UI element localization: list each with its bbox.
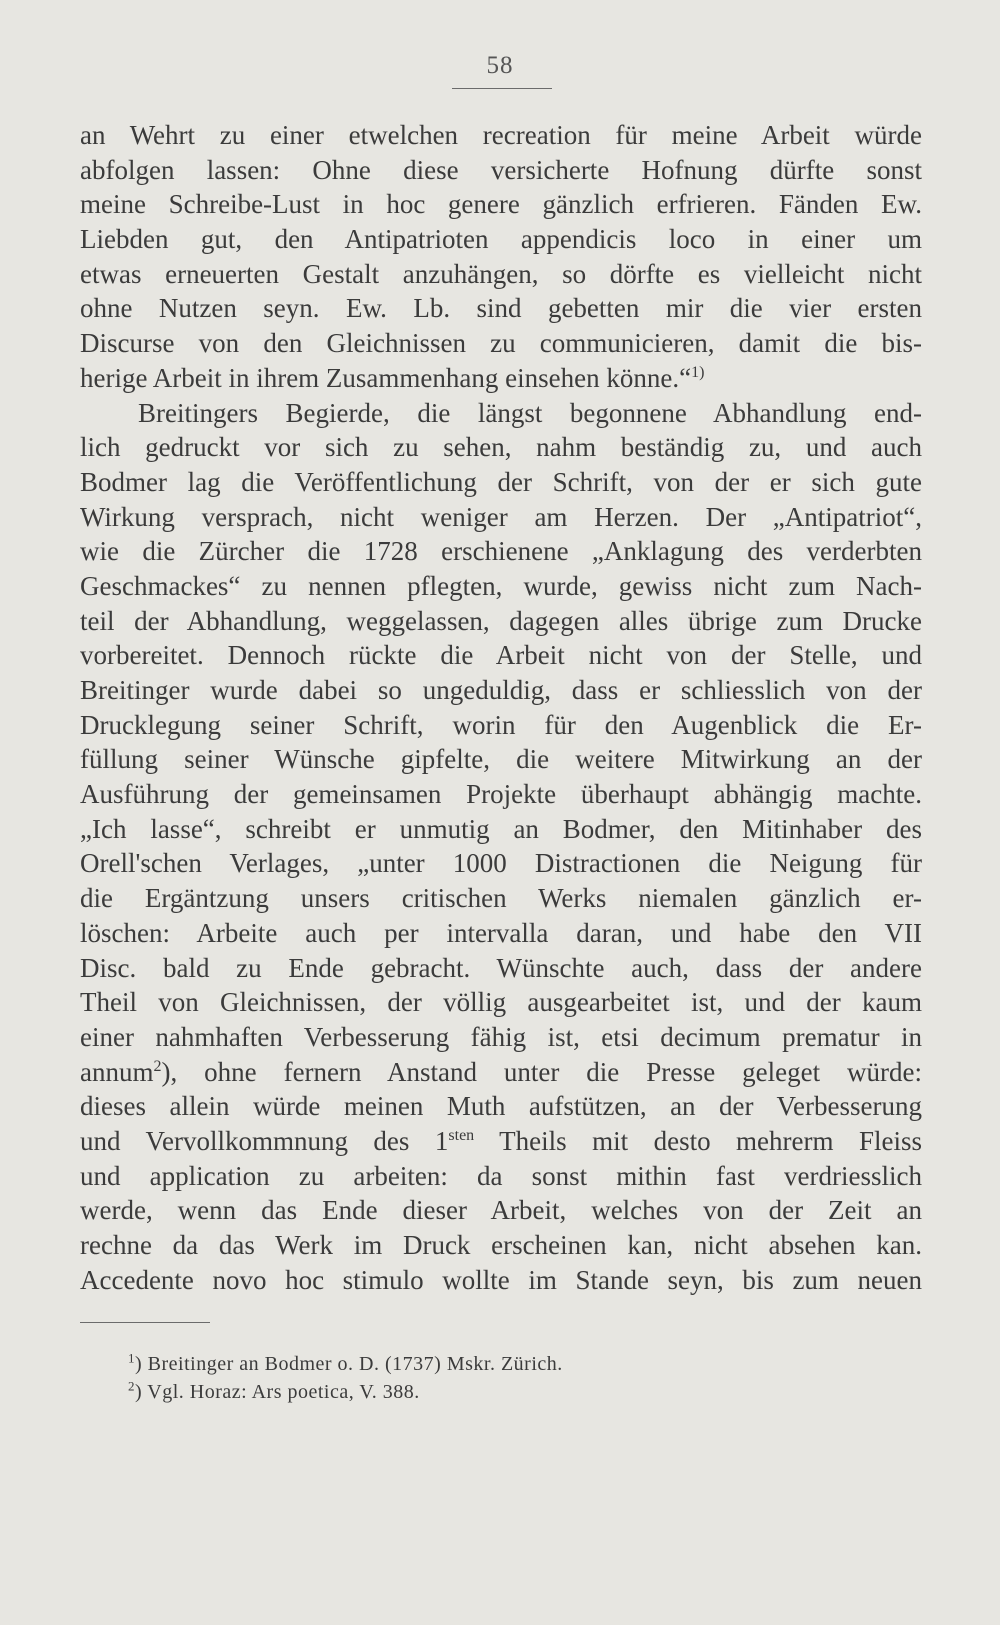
text-line: füllung seiner Wünsche gipfelte, die weitere Mitwirkung an der (80, 744, 922, 775)
footnote-rule (80, 1322, 210, 1323)
text-line: Theil von Gleichnissen, der völlig ausgearbeitet ist, und der kaum (80, 987, 922, 1018)
text-line: Geschmackes“ zu nennen pflegten, wurde, gewiss nicht zum Nach- (80, 570, 922, 601)
superscript: sten (448, 1126, 475, 1144)
text-line: Discurse von den Gleichnissen zu communicieren, damit die bis- (80, 328, 922, 359)
footnote (128, 1350, 888, 1378)
text-line: ohne Nutzen seyn. Ew. Lb. sind gebetten mir die vier ersten (80, 293, 922, 324)
text-line: Liebden gut, den Antipatrioten appendicis loco in einer um (80, 224, 922, 255)
text-line: teil der Abhandlung, weggelassen, dagegen alles übrige zum Drucke (80, 605, 922, 636)
text-line: einer nahmhaften Verbesserung fähig ist, etsi decimum prematur in (80, 1021, 922, 1052)
text-line: werde, wenn das Ende dieser Arbeit, welches von der Zeit an (80, 1195, 922, 1226)
page-number: 58 (486, 52, 514, 79)
footnote-text: ) Vgl. Horaz: Ars poetica, V. 388. (135, 1381, 420, 1403)
text-line: Wirkung versprach, nicht weniger am Herzen. Der „Antipatriot“, (80, 501, 922, 532)
text-line: Ausführung der gemeinsamen Projekte überhaupt abhängig machte. (80, 779, 922, 810)
text-line: Bodmer lag die Veröffentlichung der Schrift, von der er sich gute (80, 466, 922, 497)
text-fragment: herige Arbeit in ihrem Zusammenhang einsehen könne.“ (80, 362, 692, 393)
text-line: Breitingers Begierde, die längst begonnene Abhandlung end- (138, 397, 922, 428)
body-text (80, 118, 922, 1297)
text-line: vorbereitet. Dennoch rückte die Arbeit nicht von der Stelle, und (80, 640, 922, 671)
text-line-with-superscript (80, 1124, 922, 1159)
text-line: Disc. bald zu Ende gebracht. Wünschte auch, dass der andere (80, 952, 922, 983)
text-line: Orell'schen Verlages, „unter 1000 Distractionen die Neigung für (80, 848, 922, 879)
text-fragment: annum (80, 1056, 154, 1087)
text-line: meine Schreibe-Lust in hoc genere gänzlich erfrieren. Fänden Ew. (80, 189, 922, 220)
footnote-ref: 1) (691, 363, 705, 381)
text-line: etwas erneuerten Gestalt anzuhängen, so dörfte es vielleicht nicht (80, 258, 922, 289)
footnote (128, 1378, 888, 1406)
text-line: löschen: Arbeite auch per intervalla daran, und habe den VII (80, 917, 922, 948)
text-line: abfolgen lassen: Ohne diese versicherte Hofnung dürfte sonst (80, 154, 922, 185)
footnote-ref: 2 (153, 1057, 162, 1075)
header-rule (452, 88, 552, 89)
text-line: wie die Zürcher die 1728 erschienene „Anklagung des verderbten (80, 536, 922, 567)
text-line-with-footnote (80, 1055, 922, 1090)
footnote-marker: 2 (128, 1378, 135, 1394)
footnotes (128, 1350, 888, 1406)
text-line: Breitinger wurde dabei so ungeduldig, dass er schliesslich von der (80, 675, 922, 705)
text-line: „Ich lasse“, schreibt er unmutig an Bodmer, den Mitinhaber des (80, 813, 922, 844)
footnote-marker: 1 (128, 1350, 135, 1366)
text-fragment: Theils mit desto mehrerm Fleiss (474, 1125, 922, 1156)
footnote-text: ) Breitinger an Bodmer o. D. (1737) Mskr. Zürich. (135, 1353, 563, 1375)
text-line-with-footnote (80, 361, 922, 396)
text-line: dieses allein würde meinen Muth aufstützen, an der Verbesserung (80, 1091, 922, 1122)
text-line: rechne da das Werk im Druck erscheinen kan, nicht absehen kan. (80, 1230, 922, 1260)
text-fragment: ), ohne fernern Anstand unter die Presse geleget würde: (161, 1056, 922, 1087)
text-fragment: und Vervollkommnung des 1 (80, 1125, 449, 1156)
text-line: an Wehrt zu einer etwelchen recreation für meine Arbeit würde (80, 120, 922, 150)
text-line: lich gedruckt vor sich zu sehen, nahm beständig zu, und auch (80, 432, 922, 463)
text-line: und application zu arbeiten: da sonst mithin fast verdriesslich (80, 1160, 922, 1191)
text-line: Drucklegung seiner Schrift, worin für den Augenblick die Er- (80, 709, 922, 740)
text-line: Accedente novo hoc stimulo wollte im Stande seyn, bis zum neuen (80, 1264, 922, 1295)
text-line: die Ergäntzung unsers critischen Werks niemalen gänzlich er- (80, 883, 922, 914)
